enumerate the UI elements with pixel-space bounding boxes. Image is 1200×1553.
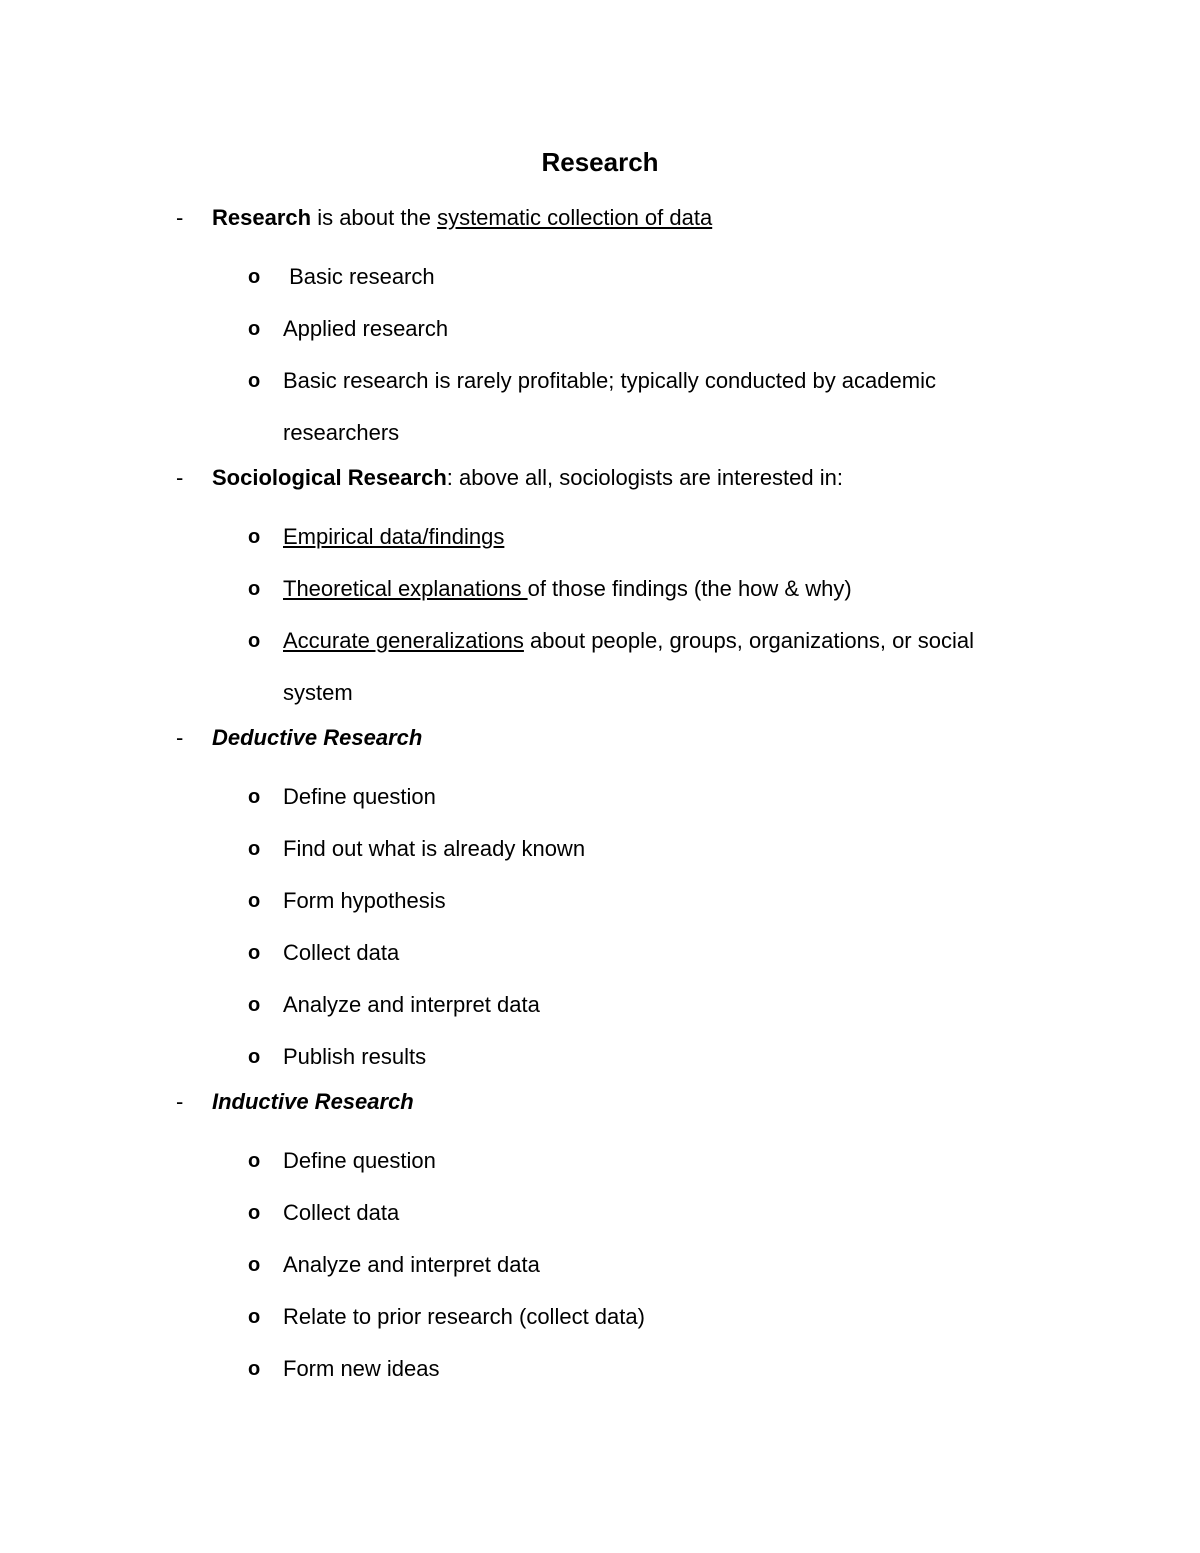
heading-bold-italic: Deductive Research [212,725,423,750]
section-heading [0,1083,1200,1135]
list-item [0,1239,1200,1291]
bullet-marker: o [248,318,261,340]
section-heading [0,459,1200,511]
section-inductive-research [0,1083,1200,1395]
list-item [0,979,1200,1031]
heading-bold: Research [212,205,312,230]
list-item [0,823,1200,875]
list-item-text: Define question [283,784,436,809]
heading-bold: Sociological Research [212,465,447,490]
dash-marker: - [176,725,184,750]
heading-text [212,199,712,237]
list-item-text: Collect data [283,1200,400,1225]
dash-marker: - [176,1089,184,1114]
heading-rest: is about the [311,205,438,230]
list-item [0,927,1200,979]
list-item-underline: Empirical data/findings [283,524,505,549]
list-item-text: Relate to prior research (collect data) [283,1304,645,1329]
list-item-text [283,563,1043,615]
heading-text [212,459,843,497]
list-item-text: Find out what is already known [283,836,586,861]
list-item-text: Define question [283,1148,436,1173]
section-sociological-research [0,459,1200,719]
bullet-marker: o [248,1202,261,1224]
list-item [0,1343,1200,1395]
list-item-text: Publish results [283,1044,427,1069]
list-item-text: Collect data [283,940,400,965]
list-item [0,563,1200,615]
bullet-marker: o [248,1358,261,1380]
list-item-underline: Theoretical explanations [283,576,528,601]
section-heading [0,719,1200,771]
list-item [0,1291,1200,1343]
list-item [0,251,1200,303]
list-item [0,303,1200,355]
bullet-marker: o [248,266,261,288]
heading-underline: systematic collection of data [437,205,713,230]
list-item-text [283,511,1043,563]
list-item [0,511,1200,563]
bullet-marker: o [248,1254,261,1276]
bullet-marker: o [248,1306,261,1328]
bullet-marker: o [248,890,261,912]
page-title: Research [541,147,659,177]
bullet-marker: o [248,370,261,392]
list-item-underline: Accurate generalizations [283,628,524,653]
list-item [0,771,1200,823]
heading-rest: : above all, sociologists are interested in: [446,465,843,490]
bullet-marker: o [248,1150,261,1172]
list-item-text: Applied research [283,316,449,341]
list-item-rest: of those findings (the how & why) [527,576,852,601]
bullet-marker: o [248,526,261,548]
list-item-text: Form hypothesis [283,888,446,913]
list-item [0,875,1200,927]
section-heading [0,199,1200,251]
list-item [0,355,1200,459]
document-body [0,199,1200,1395]
list-item-text: Basic research [283,264,435,289]
list-item-rest: about people, groups, organizations, or social system [283,628,974,705]
dash-marker: - [176,465,184,490]
bullet-marker: o [248,578,261,600]
bullet-marker: o [248,786,261,808]
list-item [0,615,1200,719]
list-item-text: Analyze and interpret data [283,992,540,1017]
heading-bold-italic: Inductive Research [212,1089,414,1114]
bullet-marker: o [248,630,261,652]
bullet-marker: o [248,994,261,1016]
bullet-marker: o [248,1046,261,1068]
section-research [0,199,1200,459]
list-item-text [283,615,1043,719]
bullet-marker: o [248,838,261,860]
list-item-text: Basic research is rarely profitable; typically conducted by academic researchers [283,368,936,445]
section-deductive-research [0,719,1200,1083]
list-item-text: Analyze and interpret data [283,1252,540,1277]
list-item [0,1135,1200,1187]
bullet-marker: o [248,942,261,964]
list-item [0,1187,1200,1239]
list-item-text: Form new ideas [283,1356,440,1381]
dash-marker: - [176,205,184,230]
list-item [0,1031,1200,1083]
